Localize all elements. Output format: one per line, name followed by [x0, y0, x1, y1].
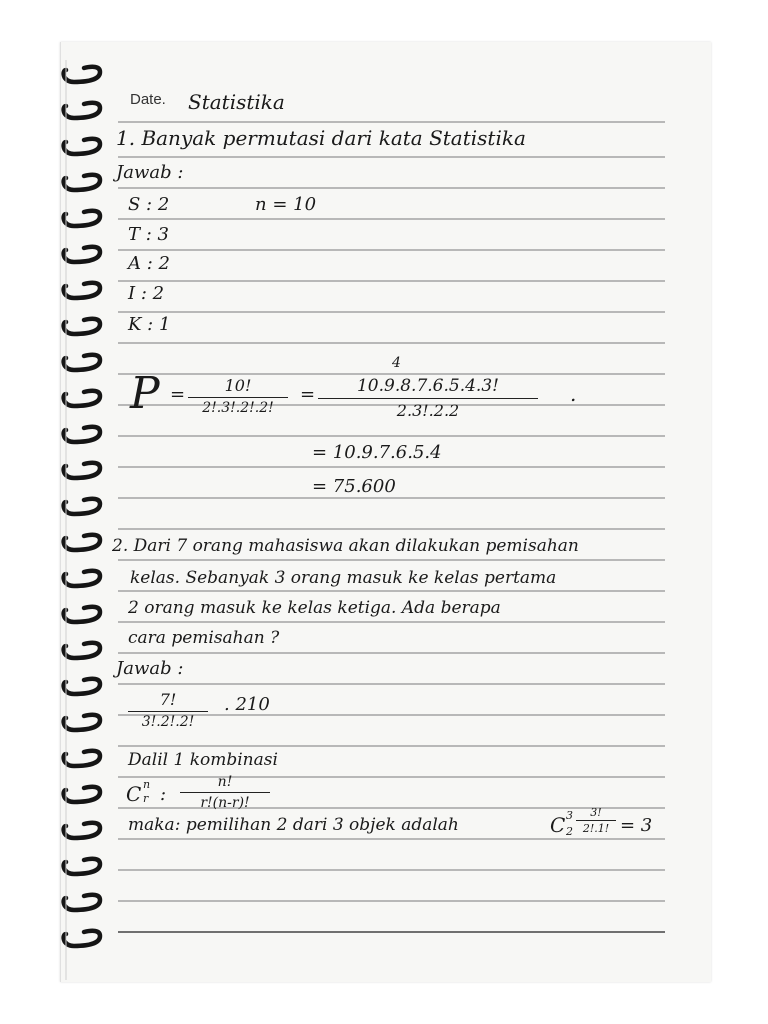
q2-frac-num: 7! — [159, 690, 177, 709]
q2-maka-sup: 3 — [566, 809, 573, 822]
q1-p-symbol: P — [130, 368, 160, 419]
page-title: Statistika — [188, 90, 285, 114]
q2-question-line-2: kelas. Sebanyak 3 orang masuk ke kelas pertama — [130, 568, 557, 588]
q2-maka-symbol: C — [550, 813, 566, 837]
date-label: Date. — [130, 91, 166, 108]
q2-question-line-1: 2. Dari 7 orang mahasiswa akan dilakukan pemisahan — [112, 536, 579, 556]
q1-fraction-2 — [318, 376, 538, 420]
q2-question-line-3: 2 orang masuk ke kelas ketiga. Ada berapa — [128, 598, 501, 618]
q1-trailing-dot: . — [570, 382, 577, 406]
q1-frac1-num: 10! — [224, 376, 252, 395]
q1-count-k: K : 1 — [128, 314, 171, 335]
q2-result: . 210 — [224, 694, 270, 715]
q1-count-i: I : 2 — [128, 283, 165, 304]
q1-n: n = 10 — [255, 194, 317, 215]
q2-maka: maka: pemilihan 2 dari 3 objek adalah — [128, 815, 459, 835]
q1-count-t: T : 3 — [128, 224, 169, 245]
q1-frac2-den: 2.3!.2.2 — [396, 401, 460, 420]
q1-above-mark: 4 — [392, 355, 401, 371]
q1-question: 1. Banyak permutasi dari kata Statistika — [116, 126, 526, 150]
q1-eq2: = — [300, 384, 316, 405]
q1-frac2-num: 10.9.8.7.6.5.4.3! — [356, 376, 499, 396]
q1-count-s: S : 2 — [128, 194, 170, 215]
q1-line2: = 10.9.7.6.5.4 — [312, 442, 442, 463]
q2-comb-sup: n — [143, 778, 151, 791]
q2-frac-den: 3!.2!.2! — [141, 714, 195, 730]
q2-maka-num: 3! — [590, 806, 602, 819]
q1-line3: = 75.600 — [312, 476, 396, 497]
q1-answer-label: Jawab : — [116, 162, 184, 183]
q2-fraction — [128, 690, 208, 730]
q2-maka-sub: 2 — [566, 825, 573, 838]
q2-comb-num: n! — [217, 774, 233, 790]
q1-count-a: A : 2 — [128, 253, 170, 274]
q2-comb-fraction — [180, 774, 270, 811]
q2-maka-result: = 3 — [620, 815, 653, 836]
q2-answer-label: Jawab : — [116, 658, 184, 679]
q2-comb-sub: r — [143, 792, 149, 805]
q2-maka-den: 2!.1! — [582, 822, 610, 835]
q2-dalil: Dalil 1 kombinasi — [128, 750, 278, 770]
q2-question-line-4: cara pemisahan ? — [128, 628, 280, 648]
q1-fraction-1 — [188, 376, 288, 416]
q2-comb-den: r!(n-r)! — [200, 795, 250, 811]
q2-maka-fraction — [576, 806, 616, 835]
q2-comb-eq: : — [160, 784, 167, 805]
q2-comb-symbol: C — [126, 782, 142, 806]
q1-frac1-den: 2!.3!.2!.2! — [202, 400, 274, 416]
q1-eq1: = — [170, 384, 186, 405]
